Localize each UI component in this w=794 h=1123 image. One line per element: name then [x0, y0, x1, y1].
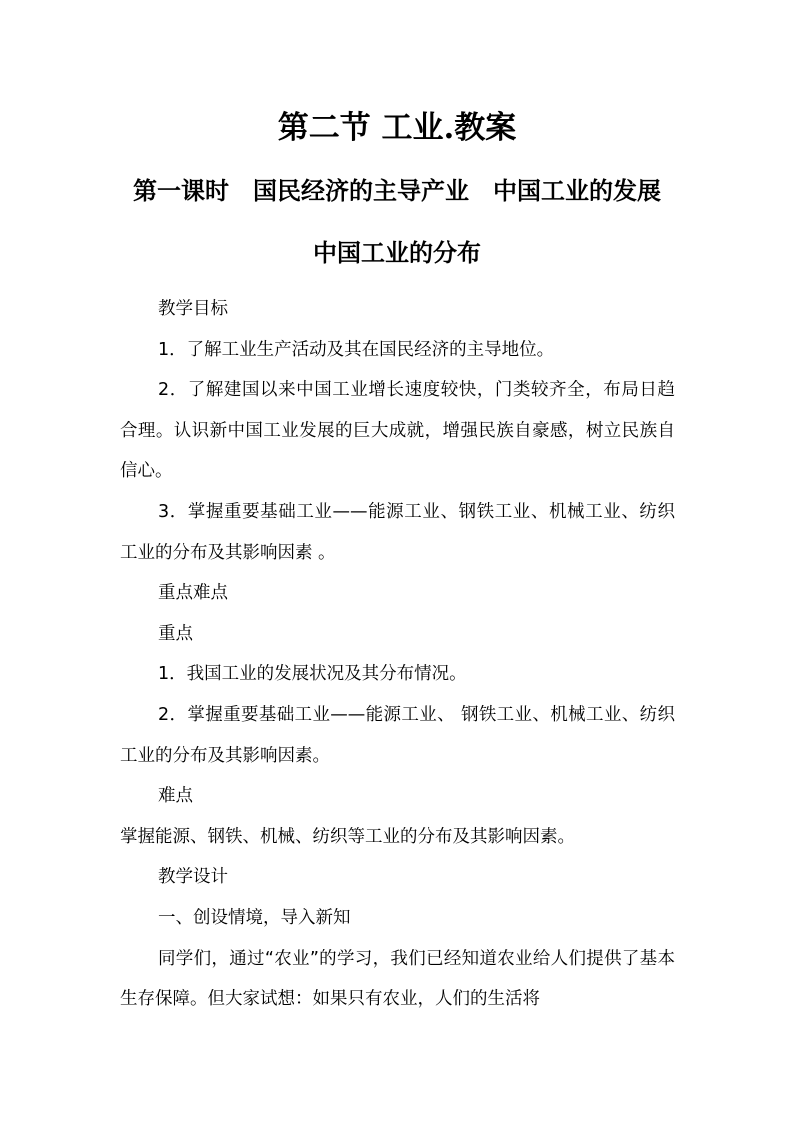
section-heading-teaching-design: 教学设计 [158, 867, 228, 888]
step-heading-introduction: 一、创设情境，导入新知 [158, 907, 351, 928]
document-title: 第二节 工业.教案 [277, 110, 517, 146]
subheading-difficulties: 难点 [158, 786, 193, 807]
objective-item-3: 3．掌握重要基础工业——能源工业、钢铁工业、机械工业、纺织工业的分布及其影响因素 。 [120, 501, 675, 563]
document-body [120, 289, 675, 1020]
key-point-item-1: 1．我国工业的发展状况及其分布情况。 [158, 664, 467, 685]
introduction-paragraph: 同学们，通过“农业”的学习，我们已经知道农业给人们提供了基本生存保障。但大家试想：如果只有农业，人们的生活将 [120, 948, 675, 1010]
difficulty-text: 掌握能源、钢铁、机械、纺织等工业的分布及其影响因素。 [120, 826, 575, 847]
section-heading-key-points: 重点难点 [158, 583, 228, 604]
objective-item-1: 1．了解工业生产活动及其在国民经济的主导地位。 [158, 339, 555, 360]
objective-item-2: 2．了解建国以来中国工业增长速度较快，门类较齐全，布局日趋合理。认识新中国工业发展的巨大成就，增强民族自豪感，树立民族自信心。 [120, 380, 675, 482]
key-point-item-2: 2．掌握重要基础工业——能源工业、 钢铁工业、机械工业、纺织工业的分布及其影响因素。 [120, 704, 675, 766]
lesson-subtitle-continued: 中国工业的分布 [313, 238, 481, 267]
lesson-subtitle: 第一课时 国民经济的主导产业 中国工业的发展 [133, 176, 661, 205]
section-heading-objectives: 教学目标 [158, 299, 228, 319]
subheading-key-points: 重点 [158, 623, 193, 644]
